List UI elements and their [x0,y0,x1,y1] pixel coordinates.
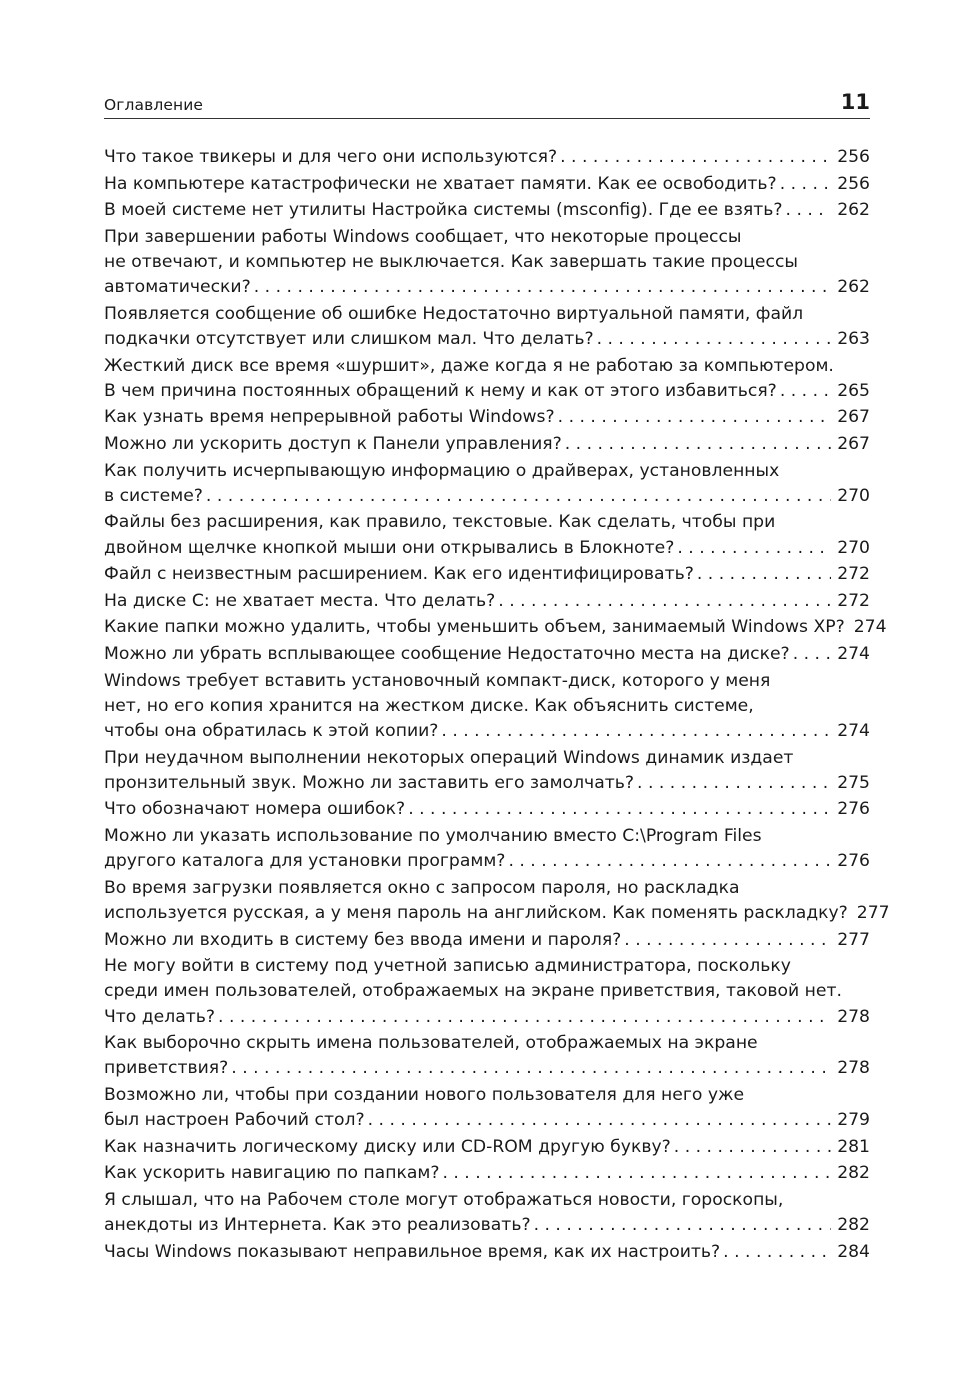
toc-entry-text-line: Можно ли убрать всплывающее сообщение Недостаточно места на диске? [104,643,790,664]
toc-page-number: 276 [837,799,870,820]
toc-page-number: 276 [837,851,870,872]
toc-entry [104,928,870,953]
toc-entry-last-line [104,275,870,300]
toc-entry-text-line: пронзительный звук. Можно ли заставить его замолчать? [104,772,635,793]
toc-entry-last-line [104,1005,870,1030]
dot-leader [697,562,831,587]
table-of-contents [104,145,890,1265]
toc-entry-last-line [104,1161,870,1186]
toc-entry-last-line [104,172,870,197]
toc-entry-text-line: двойном щелчке кнопкой мыши они открывались в Блокноте? [104,537,675,558]
toc-page-number: 284 [837,1241,870,1262]
toc-entry [104,1240,870,1265]
toc-entry [104,225,870,301]
toc-entry-text-line: Что обозначают номера ошибок? [104,799,406,820]
toc-entry-text-line: используется русская, а у меня пароль на английском. Как поменять раскладку? [104,902,848,923]
toc-page-number: 281 [837,1136,870,1157]
toc-entry-text-line: Жесткий диск все время «шуршит», даже когда я не работаю за компьютером. [104,355,834,376]
section-title: Оглавление [104,96,204,114]
toc-page-number: 256 [837,147,870,167]
toc-entry-text-line: Часы Windows показывают неправильное время, как их настроить? [104,1241,721,1262]
toc-entry-last-line [104,642,870,667]
toc-entry [104,145,870,170]
toc-entry [104,198,870,223]
dot-leader [408,797,831,822]
toc-page-number: 277 [856,902,890,923]
toc-page-number: 282 [837,1163,870,1184]
dot-leader [560,145,831,170]
toc-entry-text-line: В моей системе нет утилиты Настройка системы (msconfig). Где ее взять? [104,200,783,221]
dot-leader [793,642,832,667]
toc-entry [104,1083,870,1133]
toc-entry-text-line: Какие папки можно удалить, чтобы уменьшить объем, занимаемый Windows XP? [104,617,845,638]
toc-entry [104,1188,870,1238]
dot-leader [780,379,831,404]
toc-entry [104,172,870,197]
toc-entry-text-line: анекдоты из Интернета. Как это реализовать? [104,1215,531,1236]
dot-leader [624,928,831,953]
toc-entry-text-line: На компьютере катастрофически не хватает памяти. Как ее освободить? [104,173,777,194]
toc-entry-text-line: Появляется сообщение об ошибке Недостаточно виртуальной памяти, файл [104,303,804,324]
dot-leader [558,405,832,430]
toc-page-number: 274 [837,720,870,741]
toc-entry-text-line: нет, но его копия хранится на жестком диске. Как объяснить системе, [104,695,754,716]
toc-entry-text-line: Windows требует вставить установочный компакт-диск, которого у меня [104,670,771,691]
toc-entry [104,824,870,874]
toc-entry-last-line [104,719,870,744]
toc-entry [104,405,870,430]
toc-entry-last-line [104,484,870,509]
toc-entry-last-line [104,432,870,457]
toc-entry-text-line: Возможно ли, чтобы при создании нового пользователя для него уже [104,1084,745,1105]
toc-page-number: 278 [837,1058,870,1079]
toc-entry-last-line [104,1135,870,1160]
toc-entry-text-line: среди имен пользователей, отображаемых на экране приветствия, таковой нет. [104,981,842,1002]
toc-page-number: 279 [837,1110,870,1131]
toc-entry-text-line: Файлы без расширения, как правило, текстовые. Как сделать, чтобы при [104,512,776,533]
toc-entry-text-line: приветствия? [104,1058,229,1079]
toc-entry [104,510,870,560]
toc-entry [104,669,870,745]
toc-entry-text-line: Файл с неизвестным расширением. Как его идентифицировать? [104,564,694,585]
toc-entry-text-line: Как назначить логическому диску или CD-ROM другую букву? [104,1136,671,1157]
dot-leader [368,1108,832,1133]
toc-entry-text-line: Можно ли указать использование по умолчанию вместо C:\Program Files [104,825,762,846]
toc-entry-text-line: Как ускорить навигацию по папкам? [104,1163,440,1184]
toc-entry [104,589,870,614]
toc-entry-text-line: был настроен Рабочий стол? [104,1110,365,1131]
dot-leader [723,1240,831,1265]
toc-entry [104,354,870,404]
toc-entry-text-line: На диске C: не хватает места. Что делать? [104,590,496,611]
toc-entry-text-line: Как выборочно скрыть имена пользователей, отображаемых на экране [104,1033,758,1054]
toc-entry-text-line: Что делать? [104,1006,216,1027]
dot-leader [441,719,831,744]
dot-leader [674,1135,831,1160]
toc-page-number: 275 [837,772,870,793]
toc-page-number: 272 [837,564,870,585]
toc-page-number: 267 [837,433,870,454]
toc-entry [104,562,870,587]
toc-page-number: 256 [837,173,870,194]
toc-entry-last-line [104,928,870,953]
dot-leader [780,172,832,197]
toc-entry [104,1031,870,1081]
toc-entry [104,302,870,352]
running-header [104,90,870,119]
toc-page-number: 262 [837,277,870,298]
toc-entry [104,615,887,640]
toc-entry-text-line: подкачки отсутствует или слишком мал. Что делать? [104,328,594,349]
toc-entry-last-line [104,562,870,587]
dot-leader [254,275,831,300]
toc-page-number: 274 [853,617,887,638]
dot-leader [218,1005,831,1030]
toc-entry [104,459,870,509]
toc-entry-text-line: Можно ли ускорить доступ к Панели управления? [104,433,562,454]
toc-entry-last-line [104,771,870,796]
dot-leader [231,1056,831,1081]
toc-entry-text-line: чтобы она обратилась к этой копии? [104,720,439,741]
toc-entry-last-line [104,615,887,640]
toc-entry-last-line [104,379,870,404]
toc-entry [104,797,870,822]
toc-page-number: 267 [837,407,870,428]
toc-entry-text-line: в системе? [104,485,203,506]
dot-leader [508,849,831,874]
toc-entry-text-line: не отвечают, и компьютер не выключается. Как завершать такие процессы [104,251,798,272]
toc-entry [104,432,870,457]
toc-entry [104,954,870,1030]
toc-entry-last-line [104,327,870,352]
toc-entry [104,1135,870,1160]
toc-entry-last-line [104,849,870,874]
toc-entry [104,1161,870,1186]
dot-leader [206,484,831,509]
toc-page-number: 274 [837,643,870,664]
toc-entry-last-line [104,536,870,561]
dot-leader [677,536,831,561]
toc-page-number: 270 [837,485,870,506]
toc-entry-text-line: При неудачном выполнении некоторых операций Windows динамик издает [104,747,794,768]
toc-page-number: 278 [837,1006,870,1027]
toc-entry-last-line [104,145,870,170]
toc-entry-text-line: Как узнать время непрерывной работы Windows? [104,407,555,428]
toc-entry-last-line [104,1056,870,1081]
toc-entry-text-line: Во время загрузки появляется окно с запросом пароля, но раскладка [104,877,740,898]
dot-leader [597,327,832,352]
toc-page-number: 282 [837,1215,870,1236]
toc-page-number: 265 [837,380,870,401]
toc-entry [104,642,870,667]
toc-entry-text-line: Что такое твикеры и для чего они используются? [104,147,558,167]
toc-page-number: 272 [837,590,870,611]
toc-page-number: 270 [837,537,870,558]
toc-entry-last-line [104,1108,870,1133]
toc-page-number: 263 [837,328,870,349]
dot-leader [498,589,831,614]
dot-leader [442,1161,831,1186]
toc-entry-last-line [104,1240,870,1265]
toc-entry-text-line: другого каталога для установки программ? [104,851,506,872]
toc-page-number: 262 [837,200,870,221]
toc-entry-text-line: Можно ли входить в систему без ввода имени и пароля? [104,929,622,950]
toc-entry-last-line [104,589,870,614]
toc-entry-text-line: Я слышал, что на Рабочем столе могут отображаться новости, гороскопы, [104,1189,784,1210]
toc-entry-text-line: В чем причина постоянных обращений к нему и как от этого избавиться? [104,380,777,401]
dot-leader [565,432,831,457]
dot-leader [534,1213,832,1238]
toc-entry-text-line: Как получить исчерпывающую информацию о драйверах, установленных [104,460,780,481]
toc-entry-text-line: автоматически? [104,277,251,298]
page-number: 11 [840,90,870,114]
toc-page-number: 277 [837,929,870,950]
toc-entry-text-line: При завершении работы Windows сообщает, что некоторые процессы [104,226,742,247]
toc-entry-last-line [104,198,870,223]
toc-entry-last-line [104,405,870,430]
toc-entry [104,876,890,926]
dot-leader [786,198,832,223]
toc-entry-last-line [104,901,890,926]
toc-entry-last-line [104,797,870,822]
toc-entry-text-line: Не могу войти в систему под учетной записью администратора, поскольку [104,956,791,977]
dot-leader [637,771,831,796]
toc-entry [104,746,870,796]
toc-entry-last-line [104,1213,870,1238]
